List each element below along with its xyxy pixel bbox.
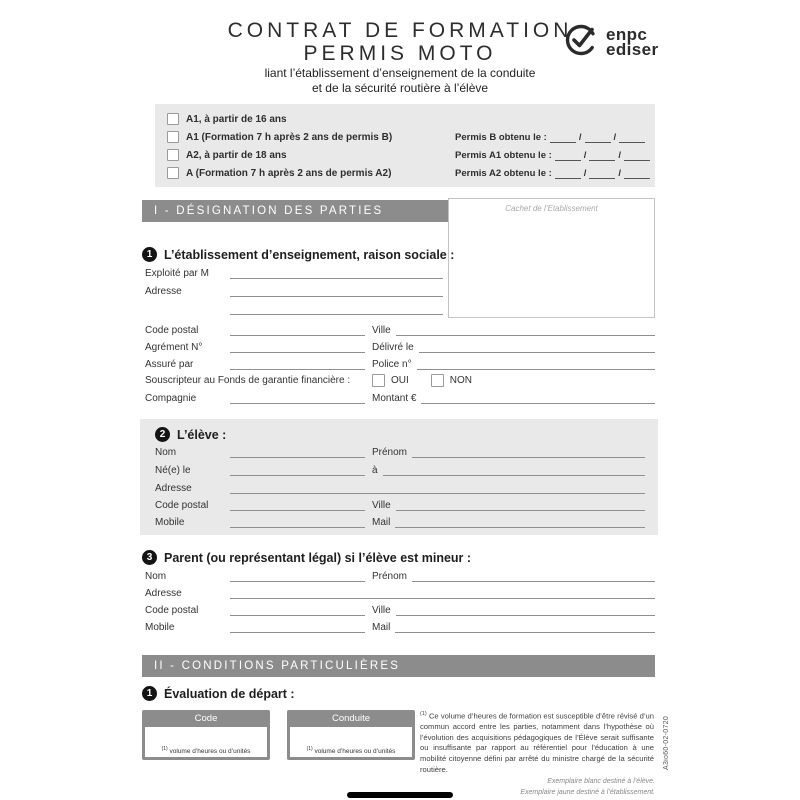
cachet-label: Cachet de l’Etablissement [505,204,598,213]
code-box-note [162,746,251,757]
codepostal-label: Code postal [145,325,199,336]
form-row-compagnie [145,391,655,404]
checkbox-a1-formation7h[interactable] [167,131,179,143]
date-day-field[interactable] [550,133,576,143]
checkbox-a1-16ans[interactable] [167,113,179,125]
date-day-field[interactable] [555,151,581,161]
date-year-field[interactable] [619,133,645,143]
page-subtitle-line2: et de la sécurité routière à l’élève [311,81,489,95]
prenom-label: Prénom [372,571,408,582]
evaluation-heading-label: Évaluation de départ : [164,686,295,701]
eleve-heading [155,427,226,442]
codepostal-label: Code postal [155,500,209,511]
checkbox-non[interactable] [431,374,444,387]
date-day-field[interactable] [555,169,581,179]
adresse-fill-line-2[interactable] [230,304,443,315]
footnote-marker: (1) [420,711,427,717]
ville-fill-line[interactable] [396,500,645,511]
code-hours-box [142,710,270,760]
date-separator: / [583,150,587,161]
license-option-row [167,167,391,179]
agrement-fill-line[interactable] [230,342,365,353]
ville-label: Ville [372,325,391,336]
page-title-line2: PERMIS MOTO [303,42,497,65]
section-2-header: II - CONDITIONS PARTICULIÈRES [142,655,655,677]
reference-code: A3io60-02-0720 [663,715,670,770]
delivre-fill-line[interactable] [419,342,655,353]
establishment-heading [142,247,454,262]
conduite-hours-field[interactable] [290,727,412,757]
prenom-fill-line[interactable] [412,571,655,582]
mail-label: Mail [372,622,391,633]
date-separator: / [613,132,617,143]
establishment-heading-label: L’établissement d’enseignement, raison sociale : [164,247,455,262]
logo-line1: enpc [606,25,648,44]
footnote-paragraph [420,711,654,775]
evaluation-heading [142,686,295,701]
copy-note-line1: Exemplaire blanc destiné à l’élève. [547,778,655,785]
ne-le-fill-line[interactable] [230,465,365,476]
license-option-row [167,131,392,143]
nom-fill-line[interactable] [230,571,365,582]
check-circle-icon [563,21,600,63]
form-row-eleve-nom [155,445,645,458]
mail-fill-line[interactable] [395,622,655,633]
oui-label: OUI [391,375,409,386]
eleve-heading-label: L’élève : [177,427,227,442]
non-label: NON [449,375,473,386]
codepostal-fill-line[interactable] [230,500,365,511]
step-3-badge: 3 [142,550,157,565]
license-option-label: A (Formation 7 h après 2 ans de permis A2) [186,167,392,179]
souscripteur-label: Souscripteur au Fonds de garantie financière : [145,375,351,386]
date-month-field[interactable] [585,133,611,143]
ville-label: Ville [372,500,391,511]
form-row-parent-adresse [145,586,655,599]
parent-heading [142,550,471,565]
date-month-field[interactable] [589,169,615,179]
cachet-etablissement-box [448,198,655,318]
permit-a2-date-row [455,167,650,179]
note-text: volume d’heures ou d’unités [312,748,396,755]
logo-wordmark [606,27,659,57]
note-text: volume d’heures ou d’unités [167,748,251,755]
ville-label: Ville [372,605,391,616]
nom-label: Nom [155,447,177,458]
compagnie-label: Compagnie [145,393,197,404]
exploite-label: Exploité par M [145,268,209,279]
mail-fill-line[interactable] [395,517,645,528]
police-label: Police n° [372,359,412,370]
license-option-row [167,149,287,161]
montant-fill-line[interactable] [421,393,655,404]
form-row-parent-nom [145,569,655,582]
license-option-label: A2, à partir de 18 ans [186,149,287,161]
copy-notes [520,777,655,799]
montant-label: Montant € [372,393,417,404]
date-separator: / [618,168,622,179]
prenom-fill-line[interactable] [412,447,645,458]
ville-fill-line[interactable] [396,325,655,336]
codepostal-label: Code postal [145,605,199,616]
permit-a2-label: Permis A2 obtenu le : [455,168,552,179]
checkbox-oui[interactable] [372,374,385,387]
conduite-hours-box [287,710,415,760]
mail-label: Mail [372,517,391,528]
parent-heading-label: Parent (ou représentant légal) si l’élève est mineur : [164,550,472,565]
license-option-label: A1, à partir de 16 ans [186,113,287,125]
form-row-adresse [145,284,655,297]
a-label: à [372,465,378,476]
exploite-fill-line[interactable] [230,268,443,279]
checkbox-a2-18ans[interactable] [167,149,179,161]
date-separator: / [583,168,587,179]
form-row-eleve-mobile [155,515,645,528]
codepostal-fill-line[interactable] [230,325,365,336]
codepostal-fill-line[interactable] [230,605,365,616]
adresse-label: Adresse [155,483,192,494]
code-hours-field[interactable] [145,727,267,757]
nom-label: Nom [145,571,167,582]
step-2-badge: 2 [155,427,170,442]
compagnie-fill-line[interactable] [230,393,365,404]
date-year-field[interactable] [624,169,650,179]
prenom-label: Prénom [372,447,408,458]
footnote-text: Ce volume d’heures de formation est susceptible d’être révisé d’un commun accord entre les parties, notamment dans l’hypothèse où l’évolution des acquisitions pédagogiques de l’Élève serait suffisante ou insuffisante par rapport au référentiel pour l’éducation à une mobilité citoyenne défini par arrêté du ministre chargé de la sécurité routière. [420,711,654,774]
footnote-marker: (1) [161,745,168,752]
form-row-souscripteur [145,374,655,387]
checkbox-a-formation7h[interactable] [167,167,179,179]
copy-note-line2: Exemplaire jaune destiné à l’établissement. [520,788,655,796]
date-separator: / [578,132,582,143]
step-1-badge: 1 [142,247,157,262]
step-1-badge: 1 [142,686,157,701]
mobile-fill-line[interactable] [230,517,365,528]
date-month-field[interactable] [589,151,615,161]
permit-b-label: Permis B obtenu le : [455,132,547,143]
delivre-label: Délivré le [372,342,414,353]
page-title-line1: CONTRAT DE FORMATION [227,19,573,42]
date-year-field[interactable] [624,151,650,161]
adresse-fill-line[interactable] [230,588,655,599]
permit-a1-label: Permis A1 obtenu le : [455,150,552,161]
code-box-title: Code [194,713,218,724]
eleve-panel [140,419,658,535]
mobile-label: Mobile [155,517,185,528]
page-subtitle-line1: liant l’établissement d’enseignement de la conduite [264,66,536,80]
permit-b-date-row [455,131,645,143]
ville-fill-line[interactable] [396,605,655,616]
form-row-eleve-cp [155,498,645,511]
assure-label: Assuré par [145,359,194,370]
form-row-exploite [145,266,655,279]
footnote-marker: (1) [306,745,313,752]
form-row-parent-cp [145,603,655,616]
conduite-box-note [307,746,396,757]
home-indicator-bar [347,792,453,798]
lieu-fill-line[interactable] [383,465,645,476]
assure-fill-line[interactable] [230,359,365,370]
police-fill-line[interactable] [417,359,655,370]
mobile-fill-line[interactable] [230,622,365,633]
enpc-ediser-logo [563,21,659,63]
form-row-codepostal [145,323,655,336]
form-row-assure [145,357,655,370]
nom-fill-line[interactable] [230,447,365,458]
agrement-label: Agrément N° [145,342,203,353]
ne-le-label: Né(e) le [155,465,191,476]
section-1-header: I - DÉSIGNATION DES PARTIES [142,200,455,222]
form-row-agrement [145,340,655,353]
form-row-eleve-adresse [155,481,645,494]
form-row-adresse-2 [145,302,655,315]
adresse-fill-line[interactable] [230,483,645,494]
permit-a1-date-row [455,149,650,161]
adresse-label: Adresse [145,286,182,297]
license-option-row [167,113,287,125]
conduite-box-title: Conduite [331,713,371,724]
date-separator: / [618,150,622,161]
form-row-parent-mobile [145,620,655,633]
adresse-fill-line[interactable] [230,286,443,297]
logo-line2: ediser [606,40,659,59]
license-options-panel [155,104,655,187]
form-row-eleve-ne [155,463,645,476]
license-option-label: A1 (Formation 7 h après 2 ans de permis B) [186,131,393,143]
adresse-label: Adresse [145,588,182,599]
mobile-label: Mobile [145,622,175,633]
